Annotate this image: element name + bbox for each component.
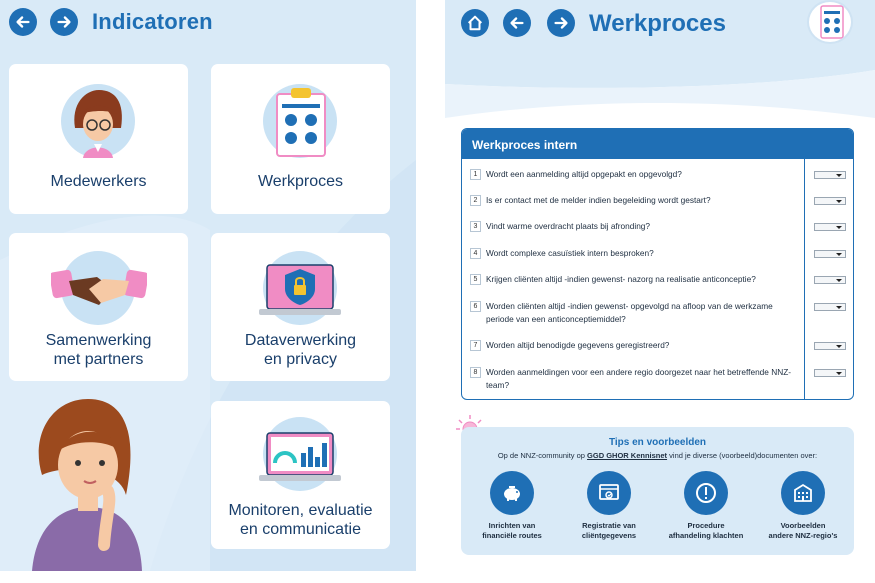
question-number: 2 [470,195,481,206]
answer-dropdown[interactable] [814,303,846,311]
column-divider [804,159,805,400]
tile-label: Werkproces [257,173,344,190]
thinking-woman-illustration [22,395,152,571]
question-text: Worden altijd benodigde gegevens geregistreerd? [486,340,670,350]
question-text: Krijgen cliënten altijd -indien gewenst- nazorg na realisatie anticonceptie? [486,274,756,284]
werkproces-thumbnail [807,0,853,44]
tip-label: Voorbeelden andere NNZ-regio's [768,521,838,540]
tile-medewerkers[interactable] [9,64,188,214]
question-text: Wordt complexe casuïstiek intern besproken? [486,248,654,258]
building-icon [791,481,815,505]
answer-dropdown[interactable] [814,171,846,179]
tip-icon-circle [587,471,631,515]
question-number: 4 [470,248,481,259]
tile-label: Monitoren, evaluatie en communicatie [228,502,373,538]
question-number: 5 [470,274,481,285]
answer-dropdown[interactable] [814,250,846,258]
werkproces-panel [445,0,875,583]
tip-icon-circle [684,471,728,515]
tile-label: Samenwerking met partners [45,332,152,368]
laptop-chart-icon [255,423,345,489]
tip-icon-circle [781,471,825,515]
tip-label: Inrichten van financiële routes [482,521,542,540]
arrow-left-icon [14,13,32,31]
exclamation-icon [694,481,718,505]
question-number: 3 [470,221,481,232]
arrow-left-icon [508,14,526,32]
forward-button[interactable] [50,8,78,36]
question-number: 6 [470,301,481,312]
piggy-bank-icon [500,481,524,505]
answer-dropdown[interactable] [814,342,846,350]
tip-icon-circle [490,471,534,515]
home-button[interactable] [461,9,489,37]
question-text: Wordt een aanmelding altijd opgepakt en opgevolgd? [486,169,682,179]
question-number: 7 [470,340,481,351]
employee-icon [61,84,135,164]
question-text: Is er contact met de melder indien begeleiding wordt gestart? [486,195,711,205]
page-title: Werkproces [589,10,726,37]
arrow-right-icon [552,14,570,32]
registration-form-icon [597,481,621,505]
forward-button[interactable] [547,9,575,37]
home-icon [466,14,484,32]
question-number: 1 [470,169,481,180]
tips-title: Tips en voorbeelden [608,437,707,448]
tile-monitoren[interactable] [211,401,390,549]
answer-dropdown[interactable] [814,369,846,377]
tile-label: Medewerkers [50,173,147,190]
tile-samenwerking[interactable] [9,233,188,381]
indicatoren-panel [0,0,416,571]
question-text: Worden cliënten altijd -indien gewenst- opgevolgd na afloop van de werkzame periode van een anticonceptiemiddel? [486,301,773,324]
tip-label: Registratie van cliëntgegevens [581,521,637,540]
back-button[interactable] [9,8,37,36]
question-text: Vindt warme overdracht plaats bij afronding? [486,221,651,231]
kennisnet-link[interactable]: GGD GHOR Kennisnet [587,451,668,460]
question-text: Worden aanmeldingen voor een andere regio doorgezet naar het betreffende NNZ-team? [486,367,792,390]
handshake-icon [51,265,147,315]
answer-dropdown[interactable] [814,223,846,231]
page-title: Indicatoren [92,9,213,34]
clipboard-icon [269,84,333,160]
laptop-shield-icon [255,255,345,325]
card-title: Werkproces intern [462,129,853,159]
arrow-right-icon [55,13,73,31]
back-button[interactable] [503,9,531,37]
tile-dataverwerking[interactable] [211,233,390,381]
tips-section [461,427,854,555]
answer-dropdown[interactable] [814,276,846,284]
werkproces-intern-card [461,128,854,400]
tile-label: Dataverwerking en privacy [244,332,357,368]
tip-label: Procedure afhandeling klachten [668,521,744,540]
tile-werkproces[interactable] [211,64,390,214]
question-number: 8 [470,367,481,378]
tips-subtitle: Op de NNZ-community op GGD GHOR Kennisnet vind je diverse (voorbeeld)documenten over: [497,451,818,460]
answer-dropdown[interactable] [814,197,846,205]
